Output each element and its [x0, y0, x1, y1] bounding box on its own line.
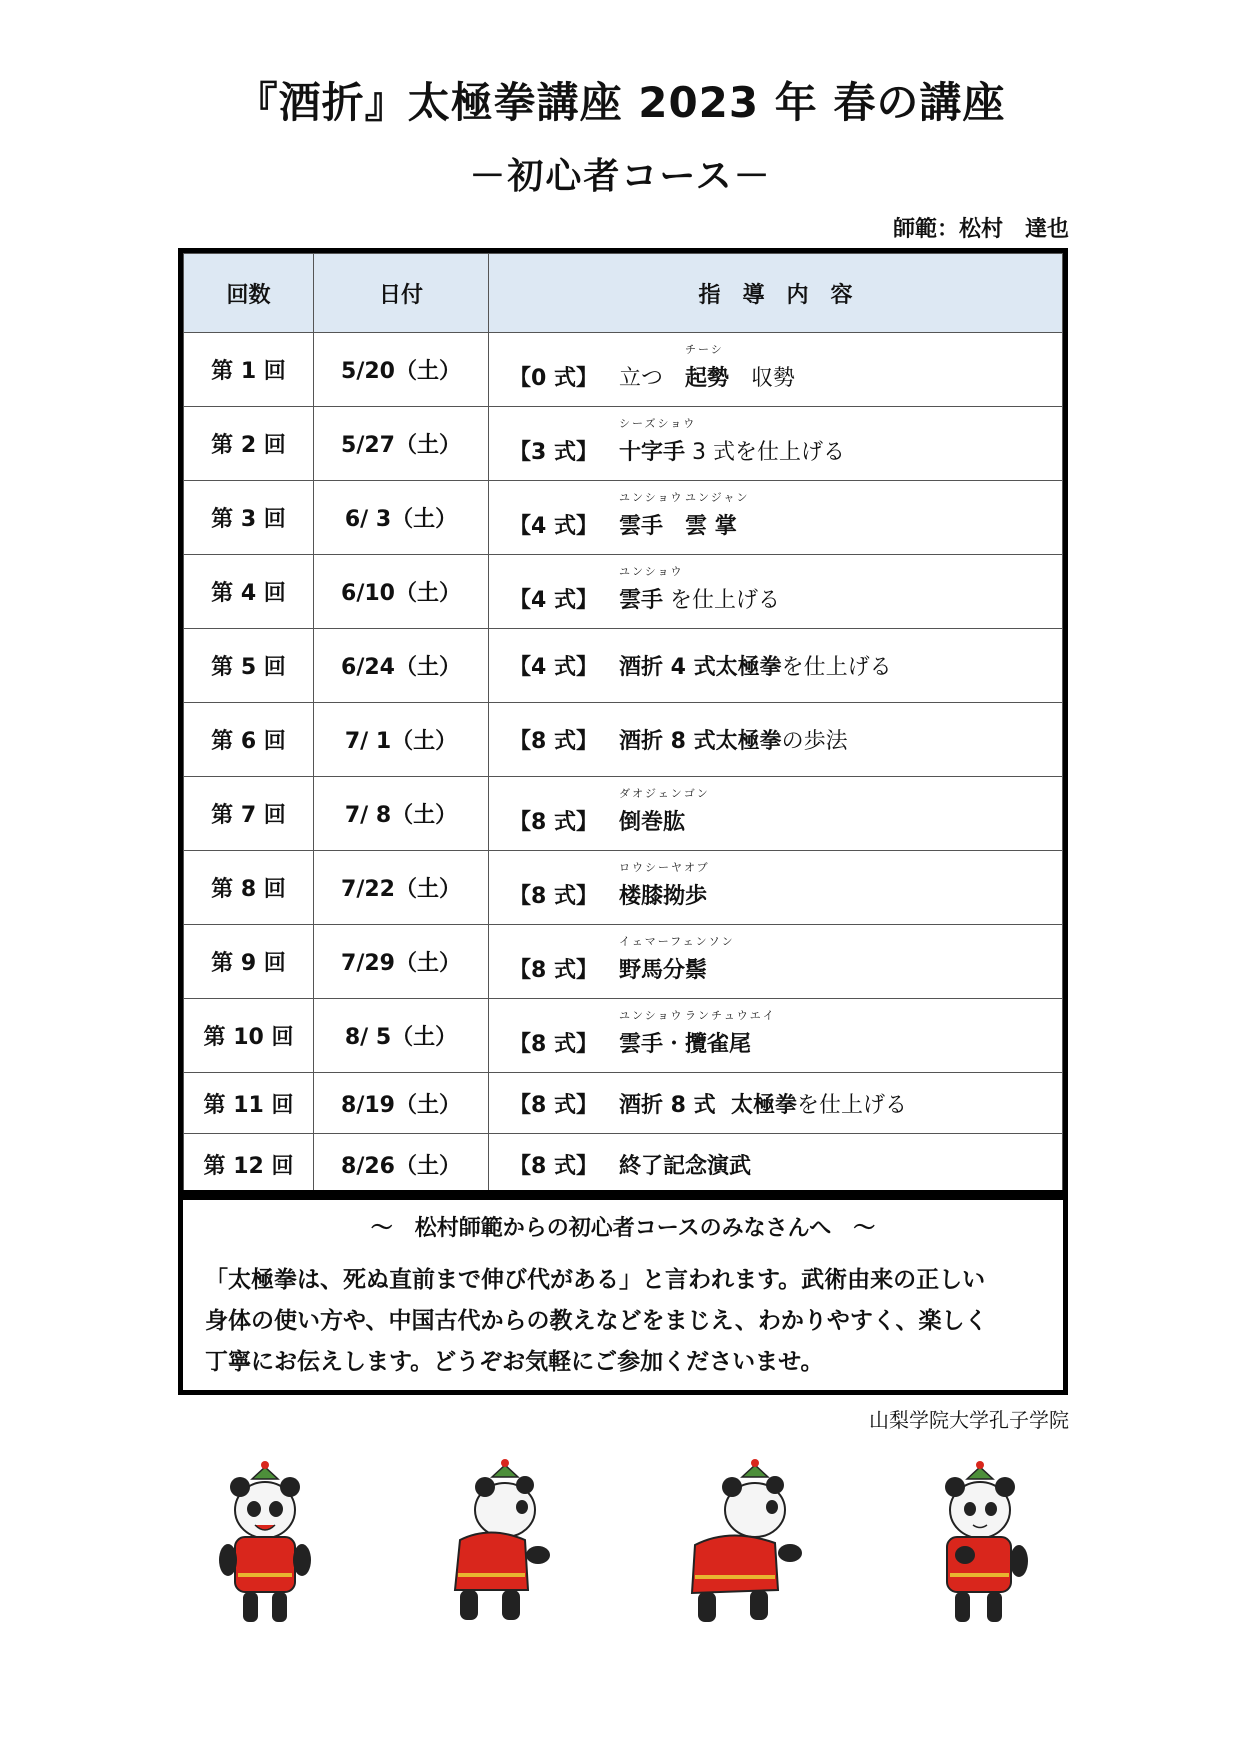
content-cell — [489, 1073, 1063, 1134]
message-line: 「太極拳は、死ぬ直前まで伸び代がある」と言われます。武術由来の正しい — [205, 1267, 986, 1293]
content-text — [619, 1088, 907, 1119]
phrase-text: 酒折 4 式太極拳 — [619, 655, 782, 680]
content-phrase — [663, 1027, 685, 1058]
session-cell: 第 2 回 — [184, 407, 314, 481]
schedule-table — [183, 253, 1063, 1195]
phrase-text: ・ — [663, 1032, 686, 1057]
form-label: 【4 式】 — [509, 655, 598, 680]
reading-annotation: ユンジャン — [685, 491, 750, 504]
message-box — [178, 1190, 1068, 1395]
form-name-with-reading — [619, 491, 684, 540]
date-cell: 8/26（土） — [314, 1134, 489, 1195]
phrase-text: 雲手 — [619, 1032, 664, 1057]
date-cell: 7/ 1（土） — [314, 703, 489, 777]
panda-front-icon — [210, 1455, 320, 1630]
form-name-with-reading — [685, 491, 750, 540]
message-line: 身体の使い方や、中国古代からの教えなどをまじえ、わかりやすく、楽しく — [205, 1308, 988, 1334]
phrase-text — [663, 514, 685, 539]
phrase-text: 倒巻肱 — [619, 810, 686, 835]
content-inner — [489, 703, 1062, 776]
schedule-table-frame — [178, 248, 1068, 1200]
phrase-text: を仕上げる — [663, 588, 781, 613]
phrase-text: 終了記念演武 — [619, 1153, 752, 1179]
session-cell: 第 1 回 — [184, 333, 314, 407]
date-cell: 7/ 8（土） — [314, 777, 489, 851]
phrase-text: 酒折 8 式 太極拳 — [619, 1092, 797, 1118]
content-cell — [489, 703, 1063, 777]
date-cell: 5/20（土） — [314, 333, 489, 407]
table-row — [184, 777, 1063, 851]
phrase-text: の歩法 — [781, 729, 848, 754]
content-text — [619, 417, 845, 466]
content-phrase — [619, 1149, 751, 1180]
content-inner — [489, 992, 1062, 1079]
table-row — [184, 1134, 1063, 1195]
reading-annotation: ユンショウ — [619, 565, 684, 578]
session-cell: 第 8 回 — [184, 851, 314, 925]
form-label: 【3 式】 — [509, 440, 598, 465]
form-label: 【4 式】 — [509, 514, 598, 539]
table-row — [184, 851, 1063, 925]
reading-annotation: ダオジェンゴン — [619, 787, 710, 800]
phrase-text: を仕上げる — [796, 1092, 907, 1118]
panda-walking-icon — [670, 1455, 810, 1630]
phrase-text: 雲手 — [619, 514, 664, 539]
form-label: 【8 式】 — [509, 958, 598, 983]
content-text — [619, 343, 796, 392]
reading-annotation: ユンショウ — [619, 1009, 684, 1022]
content-inner — [489, 1134, 1062, 1194]
reading-annotation: ユンショウ — [619, 491, 684, 504]
form-name-with-reading — [619, 1009, 684, 1058]
form-name-with-reading — [619, 935, 735, 984]
phrase-text: 野馬分鬃 — [619, 958, 708, 983]
form-label: 【8 式】 — [509, 810, 598, 835]
table-row — [184, 481, 1063, 555]
session-cell: 第 10 回 — [184, 999, 314, 1073]
session-cell: 第 11 回 — [184, 1073, 314, 1134]
session-cell: 第 4 回 — [184, 555, 314, 629]
content-phrase — [729, 361, 795, 392]
panda-walking-icon — [430, 1455, 560, 1630]
reading-annotation: イェマーフェンソン — [619, 935, 735, 948]
date-cell: 6/ 3（土） — [314, 481, 489, 555]
reading-annotation: チーシ — [685, 343, 724, 356]
page-subtitle: －初心者コース－ — [469, 156, 772, 197]
content-cell — [489, 1134, 1063, 1195]
date-cell: 8/19（土） — [314, 1073, 489, 1134]
content-text — [619, 1009, 776, 1058]
form-name-with-reading — [619, 565, 684, 614]
content-phrase — [663, 583, 780, 614]
content-phrase — [685, 435, 845, 466]
content-cell — [489, 925, 1063, 999]
phrase-text: 攬雀尾 — [685, 1032, 752, 1057]
content-phrase — [782, 650, 892, 681]
phrase-text: 立つ — [619, 366, 686, 391]
table-row — [184, 1073, 1063, 1134]
session-cell: 第 9 回 — [184, 925, 314, 999]
content-cell — [489, 777, 1063, 851]
content-cell — [489, 851, 1063, 925]
table-row — [184, 407, 1063, 481]
form-label: 【4 式】 — [509, 588, 598, 613]
content-text — [619, 650, 892, 681]
date-cell: 5/27（土） — [314, 407, 489, 481]
form-label: 【8 式】 — [509, 1153, 598, 1179]
date-cell: 6/10（土） — [314, 555, 489, 629]
phrase-text: 楼膝拗歩 — [619, 884, 708, 909]
form-name-with-reading — [685, 343, 730, 392]
message-line: 丁寧にお伝えします。どうぞお気軽にご参加くださいませ。 — [205, 1349, 824, 1375]
content-phrase — [619, 650, 782, 681]
form-label: 【8 式】 — [509, 884, 598, 909]
phrase-text: 酒折 8 式太極拳 — [619, 729, 782, 754]
phrase-text: 雲手 — [619, 588, 664, 613]
message-body — [205, 1260, 1041, 1383]
content-phrase — [663, 509, 685, 540]
table-header-row — [184, 254, 1063, 333]
content-text — [619, 724, 848, 755]
page-title: 『酒折』太極拳講座 2023 年 春の講座 — [235, 78, 1006, 127]
form-name-with-reading — [619, 417, 697, 466]
content-cell — [489, 481, 1063, 555]
schedule-table-body — [184, 333, 1063, 1195]
table-row — [184, 629, 1063, 703]
content-inner — [489, 1073, 1062, 1133]
content-phrase — [619, 724, 782, 755]
table-row — [184, 555, 1063, 629]
phrase-text: 雲 掌 — [685, 514, 737, 539]
header-session: 回数 — [184, 254, 314, 333]
institution-name: 山梨学院大学孔子学院 — [869, 1408, 1069, 1432]
header-date: 日付 — [314, 254, 489, 333]
session-cell: 第 5 回 — [184, 629, 314, 703]
content-cell — [489, 555, 1063, 629]
session-cell: 第 7 回 — [184, 777, 314, 851]
table-row — [184, 999, 1063, 1073]
form-label: 【8 式】 — [509, 1032, 598, 1057]
reading-annotation: シーズショウ — [619, 417, 697, 430]
content-phrase — [619, 1088, 797, 1119]
phrase-text: を仕上げる — [781, 655, 892, 680]
phrase-text: 3 式を仕上げる — [685, 440, 845, 465]
date-cell: 7/29（土） — [314, 925, 489, 999]
form-label: 【8 式】 — [509, 729, 598, 754]
header-content: 指 導 内 容 — [489, 254, 1063, 333]
content-text — [619, 491, 750, 540]
session-cell: 第 6 回 — [184, 703, 314, 777]
form-name-with-reading — [685, 1009, 776, 1058]
panda-side-icon — [925, 1455, 1035, 1630]
phrase-text: 起勢 — [685, 366, 730, 391]
reading-annotation: ランチュウエイ — [685, 1009, 776, 1022]
form-label: 【8 式】 — [509, 1092, 598, 1118]
content-inner — [489, 629, 1062, 702]
content-text — [619, 1149, 751, 1180]
content-text — [619, 787, 710, 836]
date-cell: 8/ 5（土） — [314, 999, 489, 1073]
session-cell: 第 3 回 — [184, 481, 314, 555]
content-cell — [489, 333, 1063, 407]
session-cell: 第 12 回 — [184, 1134, 314, 1195]
message-heading: ～ 松村師範からの初心者コースのみなさんへ ～ — [370, 1216, 876, 1241]
instructor-name: 師範：松村 達也 — [892, 217, 1069, 242]
content-inner — [489, 548, 1062, 635]
content-text — [619, 861, 710, 910]
table-row — [184, 925, 1063, 999]
content-text — [619, 935, 735, 984]
content-phrase — [797, 1088, 907, 1119]
content-cell — [489, 629, 1063, 703]
table-row — [184, 333, 1063, 407]
reading-annotation: ロウシーヤオブ — [619, 861, 710, 874]
date-cell: 7/22（土） — [314, 851, 489, 925]
table-row — [184, 703, 1063, 777]
content-text — [619, 565, 781, 614]
phrase-text: 収勢 — [729, 366, 796, 391]
phrase-text: 十字手 — [619, 440, 686, 465]
form-label: 【0 式】 — [509, 366, 598, 391]
form-name-with-reading — [619, 787, 710, 836]
content-cell — [489, 999, 1063, 1073]
date-cell: 6/24（土） — [314, 629, 489, 703]
content-phrase — [619, 361, 685, 392]
content-cell — [489, 407, 1063, 481]
form-name-with-reading — [619, 861, 710, 910]
content-phrase — [782, 724, 848, 755]
